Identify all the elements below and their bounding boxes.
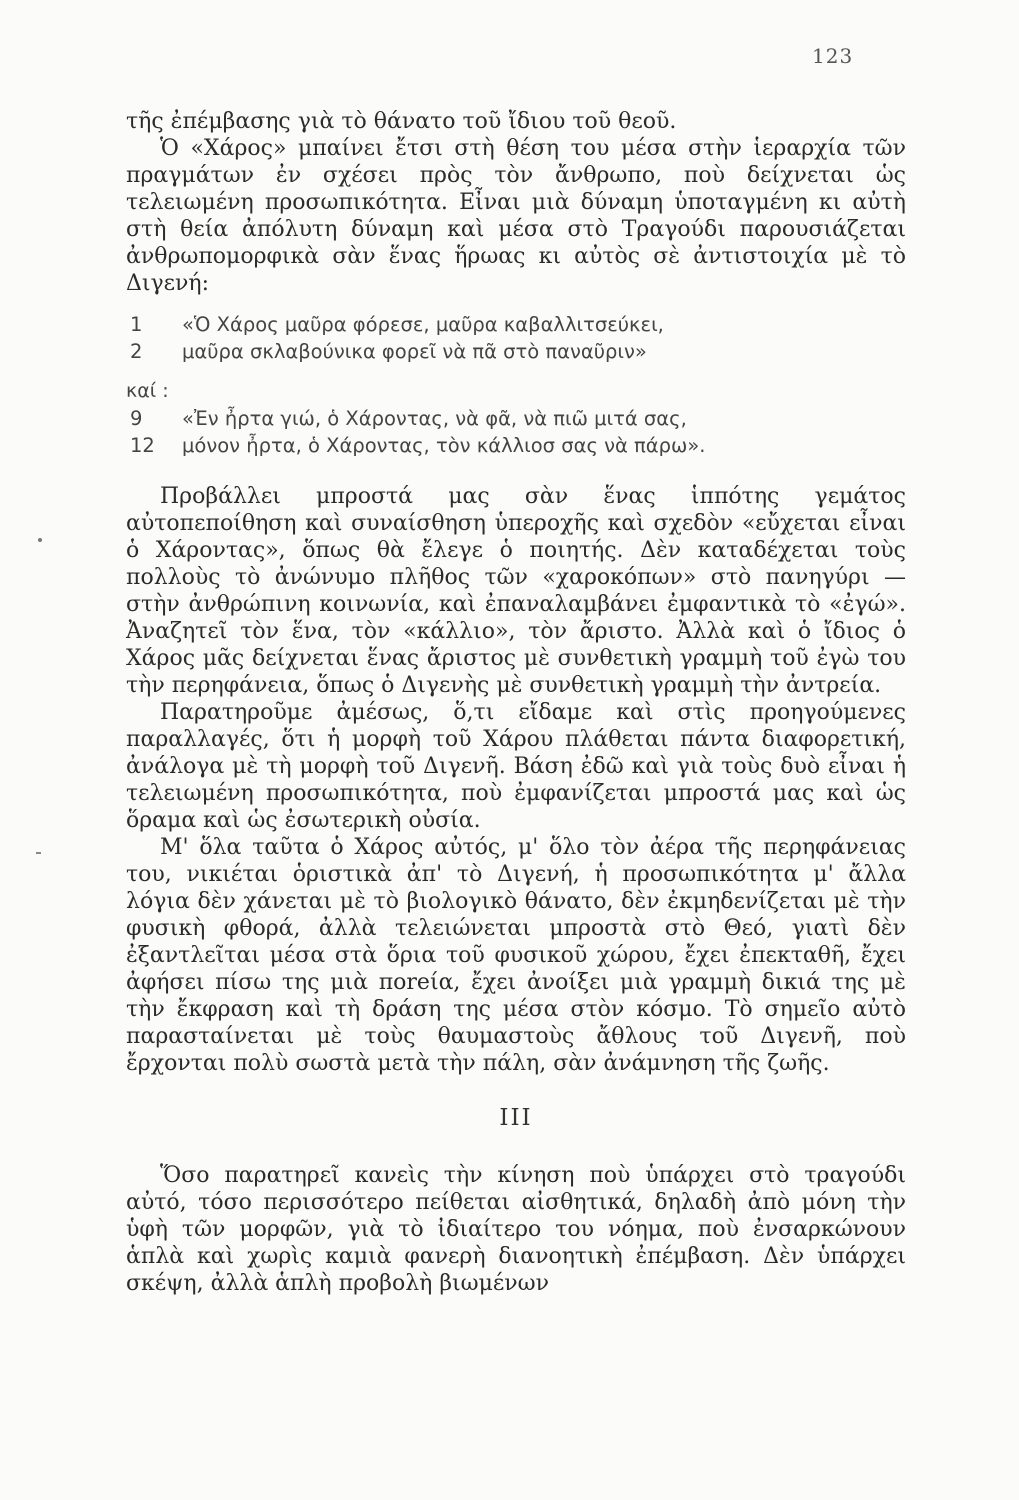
paragraph: Παρατηροῦμε ἀμέσως, ὅ,τι εἴδαμε καὶ στὶς προηγούμενες παραλλαγές, ὅτι ἡ μορφὴ τοῦ Χάρου πλάθεται πάντα διαφορετική, ἀνάλογα μὲ τὴ μορφὴ τοῦ Διγενῆ. Βάση ἐδῶ καὶ γιὰ τοὺς δυὸ εἶναι ἡ τελειωμένη προσωπικότητα, ποὺ ἐμφανίζεται μπροστά μας καὶ ὡς ὅραμα καὶ ὡς ἐσωτερικὴ οὐσία. xyxy=(126,700,906,833)
verse-text: «Ἐν ἦρτα γιώ, ὁ Χάροντας, νὰ φᾶ, νὰ πιῶ μιτά σας, xyxy=(182,407,687,430)
verse-text: μαῦρα σκλαβούνικα φορεῖ νὰ πᾶ στὸ παναῦριν» xyxy=(182,340,647,363)
paragraph: Ὁ «Χάρος» μπαίνει ἔτσι στὴ θέση του μέσα στὴν ἱεραρχία τῶν πραγμάτων ἐν σχέσει πρὸς τὸν ἄνθρωπο, ποὺ δείχνεται ὡς τελειωμένη προσωπικότητα. Εἶναι μιὰ δύναμη ὑποταγμένη κι αὐτὴ στὴ θεία ἀπόλυτη δύναμη καὶ μέσα στὸ Τραγούδι παρουσιάζεται ἀνθρωπομορφικὰ σὰν ἕνας ἥρωας κι αὐτὸς σὲ ἀντιστοιχία μὲ τὸ Διγενή: xyxy=(126,136,906,296)
paragraph: τῆς ἐπέμβασης γιὰ τὸ θάνατο τοῦ ἴδιου τοῦ θεοῦ. xyxy=(126,109,677,134)
verse-line xyxy=(126,405,906,432)
verse-number: 2 xyxy=(130,340,143,363)
verse-line xyxy=(126,338,906,365)
verse-number: 12 xyxy=(130,434,155,457)
verse-line xyxy=(126,311,906,338)
verse-line xyxy=(126,432,906,459)
paragraph: Ὅσο παρατηρεῖ κανεὶς τὴν κίνηση ποὺ ὑπάρχει στὸ τραγούδι αὐτό, τόσο περισσότερο πείθεται αἰσθητικά, δηλαδὴ ἀπὸ μόνη τὴν ὑφὴ τῶν μορφῶν, γιὰ τὸ ἰδιαίτερο του νόημα, ποὺ ἐνσαρκώνουν ἁπλὰ καὶ χωρὶς καμιὰ φανερὴ διανοητικὴ ἐπέμβαση. Δὲν ὑπάρχει σκέψη, ἀλλὰ ἁπλὴ προβολὴ βιωμένων xyxy=(126,1163,906,1296)
verse-text: «Ὁ Χάρος μαῦρα φόρεσε, μαῦρα καβαλλιτσεύκει, xyxy=(182,313,664,336)
page-number: 123 xyxy=(812,44,854,68)
paragraph: Προβάλλει μπροστά μας σὰν ἕνας ἱππότης γεμάτος αὐτοπεποίθηση καὶ συναίσθηση ὑπεροχῆς καὶ σχεδὸν «εὔχεται εἶναι ὁ Χάροντας», ὅπως θὰ ἔλεγε ὁ ποιητής. Δὲν καταδέχεται τοὺς πολλοὺς τὸ ἀνώνυμο πλῆθος τῶν «χαροκόπων» στὸ πανηγύρι — στὴν ἀνθρώπινη κοινωνία, καὶ ἐπαναλαμβάνει ἐμφαντικὰ τὸ «ἐγώ». Ἀναζητεῖ τὸν ἕνα, τὸν «κάλλιο», τὸν ἄριστο. Ἀλλὰ καὶ ὁ ἴδιος ὁ Χάρος μᾶς δείχνεται ἕνας ἄριστος μὲ συνθετικὴ γραμμὴ τοῦ ἐγὼ του τὴν περηφάνεια, ὅπως ὁ Διγενὴς μὲ συνθετικὴ γραμμὴ τὴν ἀντρεία. xyxy=(126,484,906,698)
margin-mark xyxy=(38,538,42,542)
song-excerpt xyxy=(126,311,906,365)
verse-text: μόνον ἦρτα, ὁ Χάροντας, τὸν κάλλιοσ σας νὰ πάρω». xyxy=(182,434,706,457)
section-heading: III xyxy=(499,1105,533,1131)
verse-number: 1 xyxy=(130,313,143,336)
margin-mark xyxy=(36,852,41,854)
verse-number: 9 xyxy=(130,407,143,430)
body-text xyxy=(126,108,906,1297)
paragraph: Μ' ὅλα ταῦτα ὁ Χάρος αὐτός, μ' ὅλο τὸν ἀέρα τῆς περηφάνειας του, νικιέται ὁριστικὰ ἀπ' τὸ Διγενή, ἡ προσωπικότητα μ' ἄλλα λόγια δὲν χάνεται μὲ τὸ βιολογικὸ θάνατο, δὲν ἐκμηδενίζεται μὲ τὴν φυσικὴ φθορά, ἀλλὰ τελειώνεται μπροστὰ στὸ Θεό, γιατὶ δὲν ἐξαντλεῖται μέσα στὰ ὅρια τοῦ φυσικοῦ χώρου, ἔχει ἐπεκταθῆ, ἔχει ἀφήσει πίσω της μιὰ ποreία, ἔχει ἀνοίξει μιὰ γραμμὴ δικιά της μὲ τὴν ἔκφραση καὶ τὴ δράση της μέσα στὸν κόσμο. Τὸ σημεῖο αὐτὸ παρασταίνεται μὲ τοὺς θαυμαστοὺς ἄθλους τοῦ Διγενῆ, ποὺ ἔρχονται πολὺ σωστὰ μετὰ τὴν πάλη, σὰν ἀνάμνηση τῆς ζωῆς. xyxy=(126,835,906,1076)
connector-label: καί : xyxy=(126,380,169,402)
song-excerpt xyxy=(126,405,906,459)
